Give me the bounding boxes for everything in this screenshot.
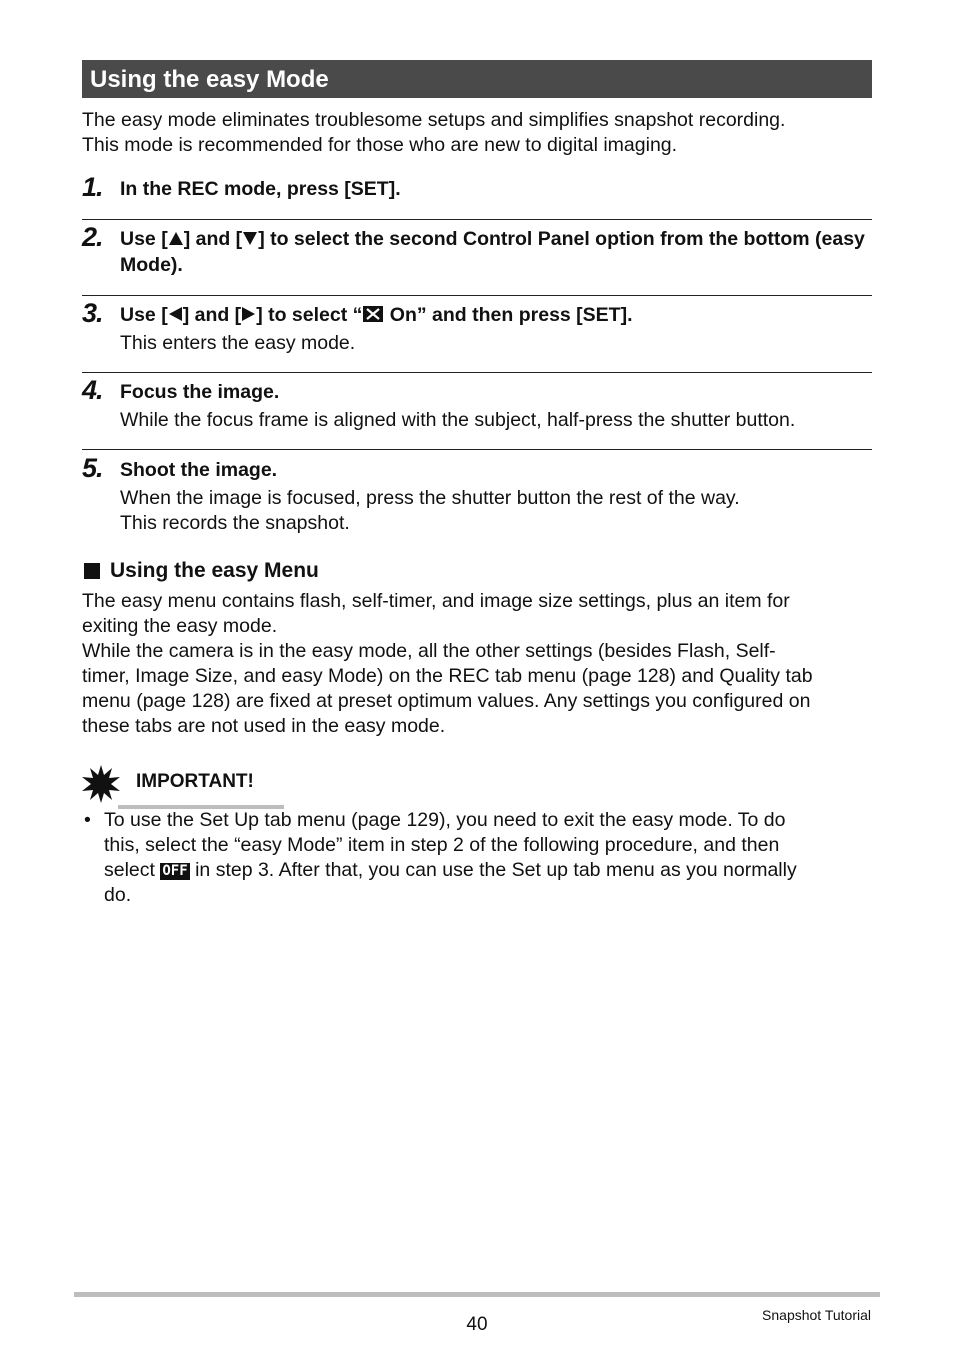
black-square-icon <box>84 563 100 579</box>
divider <box>82 295 872 296</box>
paragraph-line: menu (page 128) are fixed at preset optimum values. Any settings you configured on <box>82 690 811 712</box>
step-title <box>120 302 872 328</box>
paragraph-line: these tabs are not used in the easy mode. <box>82 715 446 737</box>
important-label: IMPORTANT! <box>136 771 254 792</box>
step-title-part: ] to select “ <box>256 304 363 326</box>
bullet-line: this, select the “easy Mode” item in step 2 of the following procedure, and then <box>104 834 780 856</box>
step-description: This enters the easy mode. <box>120 332 356 354</box>
divider <box>82 372 872 373</box>
step-description <box>120 486 872 536</box>
paragraph-line: timer, Image Size, and easy Mode) on the REC tab menu (page 128) and Quality tab <box>82 665 813 687</box>
easy-mode-icon <box>362 305 384 323</box>
right-arrow-icon <box>241 306 256 322</box>
step-number: 3. <box>82 298 103 328</box>
step-title-part: On” and then press [SET]. <box>384 304 633 326</box>
step-title: Focus the image. <box>120 381 280 403</box>
up-arrow-icon <box>168 231 184 246</box>
section-title <box>82 60 872 98</box>
paragraph-line: exiting the easy mode. <box>82 615 278 637</box>
step-description-line: When the image is focused, press the shutter button the rest of the way. <box>120 487 740 509</box>
easy-menu-heading <box>82 558 872 584</box>
step-title: In the REC mode, press [SET]. <box>120 178 401 200</box>
step-1 <box>82 172 872 219</box>
starburst-icon <box>82 765 120 803</box>
off-icon: OFF <box>162 863 188 879</box>
step-description: While the focus frame is aligned with the subject, half-press the shutter button. <box>120 409 796 431</box>
bullet-text: select <box>104 859 155 881</box>
step-number: 2. <box>82 222 103 252</box>
intro-paragraph <box>82 108 872 158</box>
step-2 <box>82 222 872 295</box>
section-title-text: Using the easy Mode <box>90 66 329 93</box>
important-callout <box>82 765 872 809</box>
divider <box>82 219 872 220</box>
intro-line: The easy mode eliminates troublesome setups and simplifies snapshot recording. <box>82 109 786 131</box>
bullet-text: in step 3. After that, you can use the Set up tab menu as you normally <box>195 859 797 881</box>
step-number: 4. <box>82 375 103 405</box>
bullet-line: To use the Set Up tab menu (page 129), you need to exit the easy mode. To do <box>104 809 786 831</box>
step-number: 5. <box>82 453 103 483</box>
bullet-line <box>104 858 872 883</box>
step-title <box>120 226 872 278</box>
paragraph-line: While the camera is in the easy mode, all the other settings (besides Flash, Self- <box>82 640 776 662</box>
page-number: 40 <box>466 1314 488 1335</box>
easy-menu-paragraph <box>82 589 872 739</box>
footer-divider <box>74 1292 880 1297</box>
step-title-part: ] and [ <box>182 304 242 326</box>
intro-line: This mode is recommended for those who are new to digital imaging. <box>82 134 678 156</box>
divider <box>82 449 872 450</box>
step-4 <box>82 375 872 449</box>
step-3 <box>82 298 872 372</box>
important-bullet-item <box>82 808 872 908</box>
bullet-line: do. <box>104 884 132 906</box>
footer-section-label: Snapshot Tutorial <box>762 1307 871 1323</box>
step-5 <box>82 453 872 536</box>
step-title-part: Use [ <box>120 228 168 250</box>
step-title-part: ] and [ <box>183 228 243 250</box>
left-arrow-icon <box>168 306 183 322</box>
step-number: 1. <box>82 172 103 202</box>
step-title: Shoot the image. <box>120 459 278 481</box>
easy-menu-heading-text: Using the easy Menu <box>110 559 319 582</box>
down-arrow-icon <box>242 231 258 246</box>
paragraph-line: The easy menu contains flash, self-timer, and image size settings, plus an item for <box>82 590 790 612</box>
bullet-dot: • <box>84 809 91 831</box>
step-title-part: Use [ <box>120 304 168 326</box>
step-description-line: This records the snapshot. <box>120 512 350 534</box>
step-title-part: ] to select the second Control Panel option from the bottom (easy Mode). <box>120 228 865 276</box>
page-content <box>82 60 872 908</box>
